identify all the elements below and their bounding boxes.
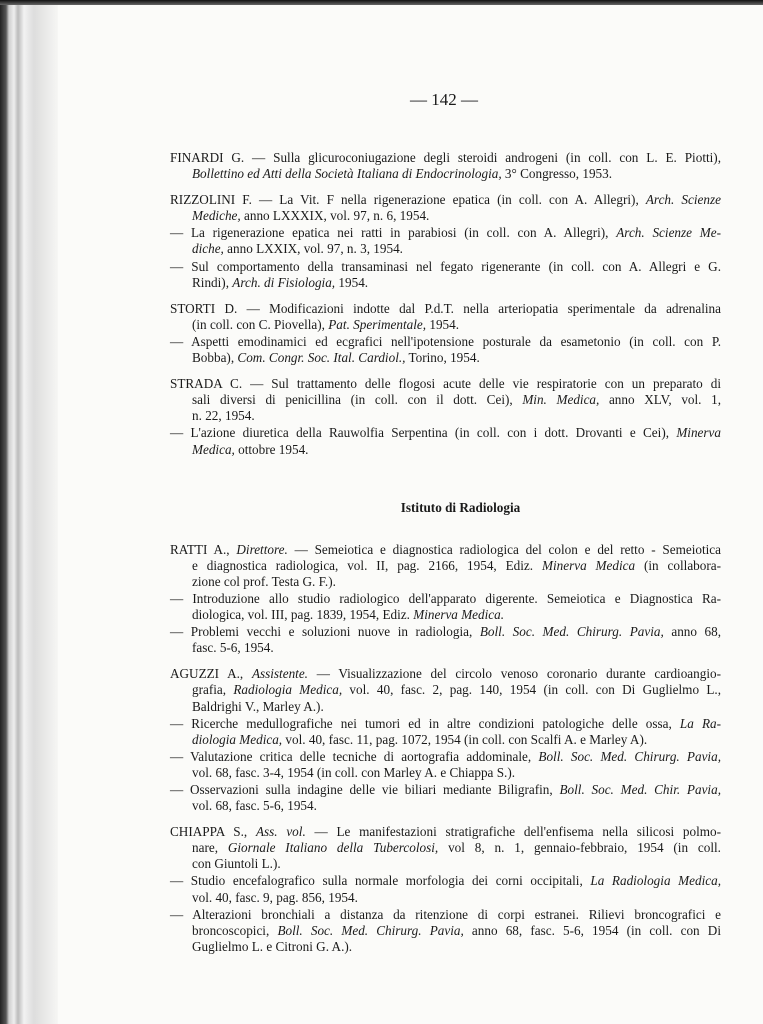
citation-journal-text: Mediche,: [192, 208, 241, 224]
author-block: [170, 824, 721, 955]
citation-text: — Visualizzazione del circolo venoso coronario durante cardioangio-: [307, 666, 721, 682]
citation-text: n. 22, 1954.: [192, 408, 255, 424]
scan-top-border: [0, 0, 763, 5]
citation-line: [192, 166, 721, 182]
citation-journal-text: Minerva Medica.: [413, 607, 505, 623]
citation-entry: [170, 749, 721, 781]
citation-line: [192, 574, 721, 590]
citation-line: [170, 824, 721, 840]
citation-text: vol. 40, fasc. 11, pag. 1072, 1954 (in coll. con Scalfi A. e Marley A).: [282, 731, 648, 747]
citation-text: RIZZOLINI F. — La Vit. F nella rigenerazione epatica (in coll. con A. Allegri),: [170, 192, 646, 208]
citation-text: anno LXXXIX, vol. 97, n. 6, 1954.: [240, 208, 430, 224]
citation-entry: [170, 716, 721, 748]
citation-line: [170, 225, 721, 241]
citation-text: — Alterazioni bronchiali a distanza da ritenzione di corpi estranei. Rilievi broncografici e: [170, 906, 721, 922]
citation-text: Bobba),: [192, 350, 238, 366]
citation-entry: [170, 376, 721, 424]
citation-line: [170, 301, 721, 317]
citation-line: [170, 749, 721, 765]
citation-line: [170, 334, 721, 350]
citation-journal-text: Radiologia Medica,: [233, 682, 343, 698]
citation-line: [192, 558, 721, 574]
citation-text: 1954.: [426, 316, 460, 332]
citation-text: Guglielmo L. e Citroni G. A.).: [192, 938, 353, 954]
citation-text: — Osservazioni sulla indagine delle vie biliari mediante Biligrafin,: [170, 782, 560, 797]
citation-journal-text: diche,: [192, 241, 224, 257]
citation-line: [192, 840, 721, 856]
citation-text: — Le manifestazioni stratigrafiche dell'enfisema nella silicosi polmo-: [305, 824, 721, 840]
citation-entry: [170, 192, 721, 224]
section-heading: Istituto di Radiologia: [400, 499, 521, 515]
citation-text: — Introduzione allo studio radiologico dell'apparato digerente. Semeiotica e Diagnostica Ra-: [170, 590, 721, 606]
citation-journal-text: Minerva: [676, 425, 721, 441]
bibliography-list: [170, 149, 721, 955]
citation-line: [192, 699, 721, 715]
citation-journal-text: Boll. Soc. Med. Chirurg. Pavia,: [479, 624, 664, 640]
citation-line: [170, 192, 721, 208]
citation-text: — Sul comportamento della transaminasi nel fegato rigenerante (in coll. con A. Allegri e G.: [170, 258, 721, 274]
citation-text: diologica, vol. III, pag. 1839, 1954, Ediz.: [192, 607, 414, 623]
citation-entry: [170, 591, 721, 623]
citation-journal-text: Assistente.: [251, 666, 308, 682]
citation-text: anno 68,: [663, 624, 722, 640]
citation-entry: [170, 542, 721, 590]
citation-text: STORTI D. — Modificazioni indotte dal P.d.T. nella arteriopatia sperimentale da adrenalina: [170, 300, 721, 316]
citation-line: [192, 765, 721, 781]
citation-text: vol. 68, fasc. 5-6, 1954.: [192, 798, 317, 814]
citation-text: — Semeiotica e diagnostica radiologica del colon e del retto - Semeiotica: [287, 541, 722, 557]
citation-journal-text: La Ra-: [679, 715, 721, 731]
citation-line: [192, 392, 721, 408]
citation-line: [170, 376, 721, 392]
citation-text: Rindi),: [192, 274, 233, 290]
section: [170, 150, 721, 458]
citation-line: [170, 624, 721, 640]
citation-text: CHIAPPA S.,: [170, 824, 256, 840]
citation-text: broncoscopici,: [192, 922, 278, 938]
author-block: [170, 376, 721, 457]
citation-text: vol. 40, fasc. 2, pag. 140, 1954 (in coll. con Di Guglielmo L.,: [342, 682, 721, 698]
citation-line: [192, 939, 721, 955]
citation-line: [192, 275, 721, 291]
citation-entry: [170, 425, 721, 457]
citation-line: [192, 442, 721, 458]
citation-journal-text: Direttore.: [236, 541, 288, 557]
citation-text: grafia,: [192, 682, 234, 698]
citation-text: STRADA C. — Sul trattamento delle flogosi acute delle vie respiratorie con un preparato di: [170, 376, 721, 392]
citation-text: vol 8, n. 1, gennaio-febbraio, 1954 (in coll.: [438, 840, 721, 856]
author-block: [170, 150, 721, 182]
citation-text: anno 68, fasc. 5-6, 1954 (in coll. con Di: [463, 922, 721, 938]
citation-line: [192, 317, 721, 333]
citation-journal-text: Pat. Sperimentale,: [328, 316, 427, 332]
citation-journal-text: Min. Medica,: [522, 392, 600, 408]
citation-text: anno LXXIX, vol. 97, n. 3, 1954.: [223, 241, 403, 257]
citation-text: 3° Congresso, 1953.: [501, 166, 613, 182]
citation-journal-text: Com. Congr. Soc. Ital. Cardiol.,: [237, 350, 406, 366]
citation-entry: [170, 334, 721, 366]
citation-entry: [170, 301, 721, 333]
citation-line: [192, 923, 721, 939]
citation-entry: [170, 666, 721, 714]
author-block: [170, 301, 721, 366]
citation-text: (in collabora-: [635, 557, 722, 573]
citation-text: Baldrighi V., Marley A.).: [192, 698, 324, 714]
citation-line: [170, 542, 721, 558]
author-block: [170, 192, 721, 291]
citation-line: [192, 856, 721, 872]
citation-text: FINARDI G. — Sulla glicuroconiugazione degli steroidi androgeni (in coll. con L. E. Piotti),: [170, 150, 721, 165]
citation-text: — Studio encefalografico sulla normale morfologia dei corni occipitali,: [170, 873, 591, 889]
citation-journal-text: Giornale Italiano della Tubercolosi,: [227, 840, 439, 856]
citation-journal-text: diologia Medica,: [192, 731, 283, 747]
citation-journal-text: Arch. di Fisiologia,: [232, 274, 336, 290]
citation-line: [170, 716, 721, 732]
citation-line: [192, 607, 721, 623]
citation-journal-text: Boll. Soc. Med. Chir. Pavia,: [559, 782, 721, 797]
citation-entry: [170, 150, 721, 182]
citation-text: — La rigenerazione epatica nei ratti in parabiosi (in coll. con A. Allegri),: [170, 225, 617, 241]
citation-line: [170, 782, 721, 798]
citation-entry: [170, 259, 721, 291]
citation-line: [192, 241, 721, 257]
citation-text: — Valutazione critica delle tecniche di aortografia addominale,: [170, 748, 539, 764]
citation-text: AGUZZI A.,: [170, 666, 252, 682]
citation-entry: [170, 873, 721, 905]
citation-line: [192, 640, 721, 656]
citation-text: Torino, 1954.: [405, 350, 480, 366]
citation-text: sali diversi di penicillina (in coll. con il dott. Cei),: [192, 392, 523, 408]
citation-text: ottobre 1954.: [234, 441, 309, 457]
citation-line: [192, 890, 721, 906]
citation-line: [192, 682, 721, 698]
citation-entry: [170, 782, 721, 814]
citation-line: [192, 208, 721, 224]
citation-text: anno XLV, vol. 1,: [599, 392, 721, 408]
citation-journal-text: Boll. Soc. Med. Chirurg. Pavia,: [277, 922, 464, 938]
citation-text: — Problemi vecchi e soluzioni nuove in radiologia,: [170, 624, 480, 640]
citation-entry: [170, 225, 721, 257]
citation-text: fasc. 5-6, 1954.: [192, 640, 274, 656]
citation-line: [170, 259, 721, 275]
citation-journal-text: Minerva Medica: [541, 557, 636, 573]
citation-journal-text: Ass. vol.: [255, 824, 306, 840]
citation-text: — Ricerche medullografiche nei tumori ed in altre condizioni patologiche delle ossa,: [170, 715, 680, 731]
citation-text: vol. 40, fasc. 9, pag. 856, 1954.: [192, 889, 358, 905]
page-number: — 142 —: [410, 90, 478, 109]
section: [170, 500, 721, 955]
citation-text: 1954.: [335, 274, 369, 290]
book-binding-edge: [0, 0, 58, 1024]
citation-line: [170, 873, 721, 889]
citation-line: [192, 408, 721, 424]
citation-line: [170, 425, 721, 441]
citation-journal-text: Medica,: [192, 441, 235, 457]
citation-line: [192, 798, 721, 814]
citation-text: zione col prof. Testa G. F.).: [192, 573, 336, 589]
citation-text: vol. 68, fasc. 3-4, 1954 (in coll. con Marley A. e Chiappa S.).: [192, 764, 516, 780]
citation-entry: [170, 907, 721, 955]
citation-line: [170, 591, 721, 607]
citation-text: — L'azione diuretica della Rauwolfia Serpentina (in coll. con i dott. Drovanti e Cei),: [170, 425, 677, 441]
citation-line: [170, 907, 721, 923]
citation-text: con Giuntoli L.).: [192, 856, 281, 872]
citation-text: — Aspetti emodinamici ed ecgrafici nell'ipotensione posturale da esametonio (in coll. con P.: [170, 333, 721, 349]
citation-journal-text: Bollettino ed Atti della Società Italiana di Endocrinologia,: [192, 166, 502, 182]
author-block: [170, 542, 721, 657]
citation-journal-text: Boll. Soc. Med. Chirurg. Pavia,: [538, 748, 721, 764]
author-block: [170, 666, 721, 814]
citation-text: nare,: [192, 840, 228, 856]
citation-line: [170, 150, 721, 166]
citation-entry: [170, 824, 721, 872]
citation-line: [170, 666, 721, 682]
citation-journal-text: Arch. Scienze Me-: [616, 225, 721, 241]
citation-entry: [170, 624, 721, 656]
citation-line: [192, 732, 721, 748]
citation-line: [192, 350, 721, 366]
citation-journal-text: La Radiologia Medica,: [590, 873, 721, 889]
citation-text: RATTI A.,: [170, 541, 237, 557]
citation-text: (in coll. con C. Piovella),: [192, 316, 329, 332]
citation-text: e diagnostica radiologica, vol. II, pag. 2166, 1954, Ediz.: [192, 557, 542, 573]
citation-journal-text: Arch. Scienze: [645, 192, 721, 208]
